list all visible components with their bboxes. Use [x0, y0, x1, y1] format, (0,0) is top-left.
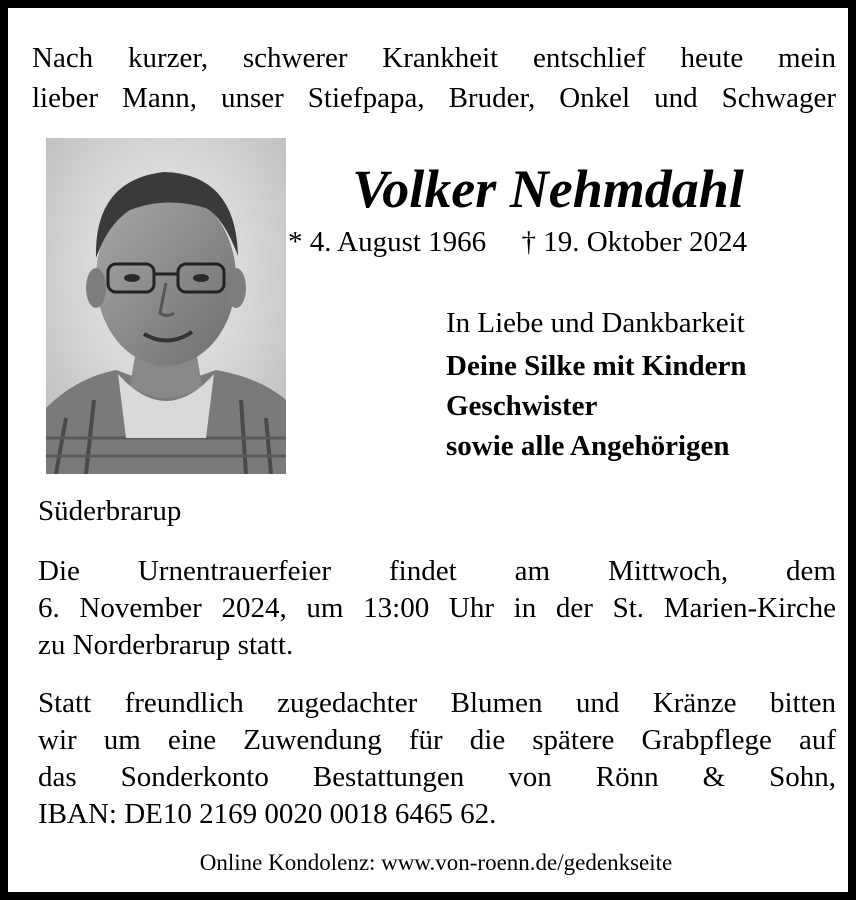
condolence-link: Online Kondolenz: www.von-roenn.de/gedenkseite — [199, 850, 673, 875]
mourners-intro: In Liebe und Dankbarkeit — [446, 307, 745, 339]
donation-line-1: Statt freundlich zugedachter Blumen und Kränze bitten — [38, 687, 836, 719]
mourner-name: sowie alle Angehörigen — [446, 430, 730, 462]
deceased-name: Volker Nehmdahl — [352, 159, 744, 219]
location: Süderbrarup — [38, 495, 182, 527]
death-date: † 19. Oktober 2024 — [521, 226, 747, 258]
birth-date: * 4. August 1966 — [288, 226, 487, 258]
mourner-name: Geschwister — [446, 390, 598, 422]
ceremony-line-1: Die Urnentrauerfeier findet am Mittwoch, dem — [38, 555, 836, 587]
intro-line-1: Nach kurzer, schwerer Krankheit entschlief heute mein — [32, 42, 836, 74]
portrait-photo — [46, 138, 286, 474]
intro-line-2: lieber Mann, unser Stiefpapa, Bruder, Onkel und Schwager — [32, 82, 836, 114]
mourner-name: Deine Silke mit Kindern — [446, 350, 747, 382]
mourners-block — [446, 303, 846, 466]
intro-text — [32, 38, 836, 118]
ceremony-line-2: 6. November 2024, um 13:00 Uhr in der St. Marien-Kirche — [38, 592, 836, 624]
donation-line-2: wir um eine Zuwendung für die spätere Grabpflege auf — [38, 724, 836, 756]
ceremony-info — [38, 553, 836, 664]
donation-line-3: das Sonderkonto Bestattungen von Rönn & Sohn, — [38, 761, 836, 793]
donation-info — [38, 685, 836, 833]
donation-line-4: IBAN: DE10 2169 0020 0018 6465 62. — [38, 798, 497, 830]
life-dates — [288, 222, 808, 262]
ceremony-line-3: zu Norderbrarup statt. — [38, 629, 294, 661]
